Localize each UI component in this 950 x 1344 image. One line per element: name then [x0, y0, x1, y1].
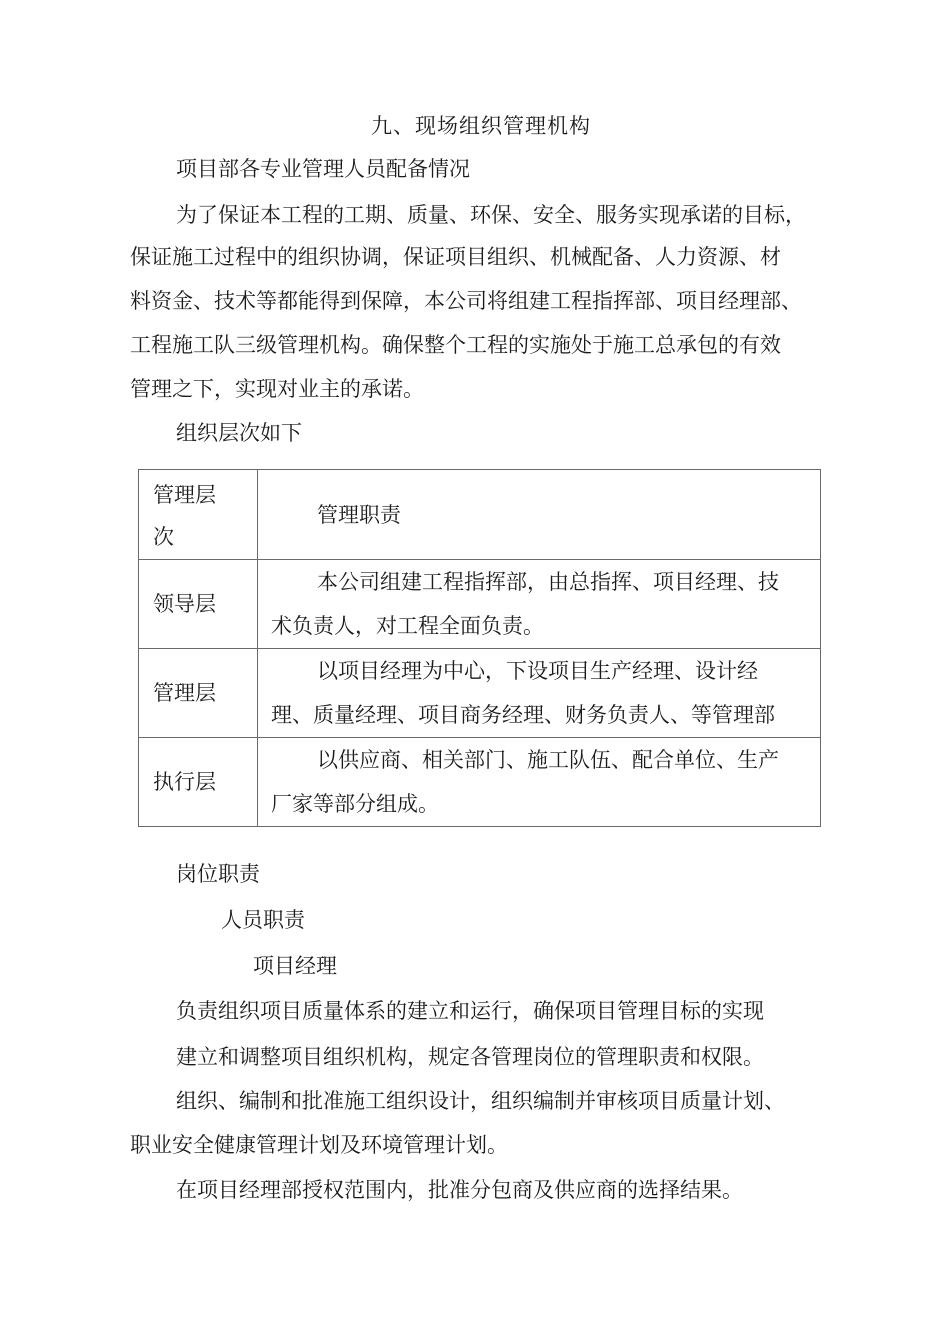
duty-cell [258, 649, 821, 738]
pm-duty-2: 建立和调整项目组织机构，规定各管理岗位的管理职责和权限。 [176, 1045, 764, 1069]
level-cell: 领导层 [139, 560, 258, 649]
people-duty-heading: 人员职责 [221, 908, 305, 932]
duty-line-1: 以供应商、相关部门、施工队伍、配合单位、生产 [317, 748, 779, 772]
intro-line-5: 管理之下，实现对业主的承诺。 [130, 377, 424, 401]
header-level-line-1: 管理层 [153, 482, 216, 507]
level-cell: 执行层 [139, 738, 258, 827]
table-header-row [139, 470, 821, 560]
duty-line-2: 厂家等部分组成。 [271, 792, 439, 816]
organization-table [138, 469, 821, 827]
header-duty-cell [258, 470, 821, 560]
duty-line-1: 本公司组建工程指挥部，由总指挥、项目经理、技 [317, 570, 779, 594]
header-duty-label: 管理职责 [317, 502, 401, 527]
intro-line-1: 为了保证本工程的工期、质量、环保、安全、服务实现承诺的目标， [176, 203, 806, 227]
duty-line-1: 以项目经理为中心，下设项目生产经理、设计经 [317, 659, 758, 683]
table-row [139, 649, 821, 738]
pm-duty-3-line-2: 职业安全健康管理计划及环境管理计划。 [130, 1133, 508, 1157]
duty-cell [258, 560, 821, 649]
section-title: 九、现场组织管理机构 [371, 114, 591, 138]
duty-cell [258, 738, 821, 827]
intro-line-3: 料资金、技术等都能得到保障，本公司将组建工程指挥部、项目经理部、 [130, 289, 802, 313]
table-row [139, 738, 821, 827]
header-level-cell [139, 470, 258, 560]
table-row [139, 560, 821, 649]
subtitle: 项目部各专业管理人员配备情况 [176, 157, 470, 181]
duty-line-2: 理、质量经理、项目商务经理、财务负责人、等管理部 [271, 703, 775, 727]
intro-line-2: 保证施工过程中的组织协调，保证项目组织、机械配备、人力资源、材 [130, 245, 781, 269]
duty-heading: 岗位职责 [176, 862, 260, 886]
project-manager-heading: 项目经理 [253, 954, 337, 978]
pm-duty-1: 负责组织项目质量体系的建立和运行，确保项目管理目标的实现 [176, 999, 764, 1023]
level-heading: 组织层次如下 [176, 421, 302, 445]
pm-duty-3-line-1: 组织、编制和批准施工组织设计，组织编制并审核项目质量计划、 [176, 1089, 785, 1113]
duty-line-2: 术负责人，对工程全面负责。 [271, 614, 544, 638]
intro-line-4: 工程施工队三级管理机构。确保整个工程的实施处于施工总承包的有效 [130, 333, 781, 357]
level-cell: 管理层 [139, 649, 258, 738]
header-level-line-2: 次 [153, 524, 174, 549]
pm-duty-4: 在项目经理部授权范围内，批准分包商及供应商的选择结果。 [176, 1178, 743, 1202]
